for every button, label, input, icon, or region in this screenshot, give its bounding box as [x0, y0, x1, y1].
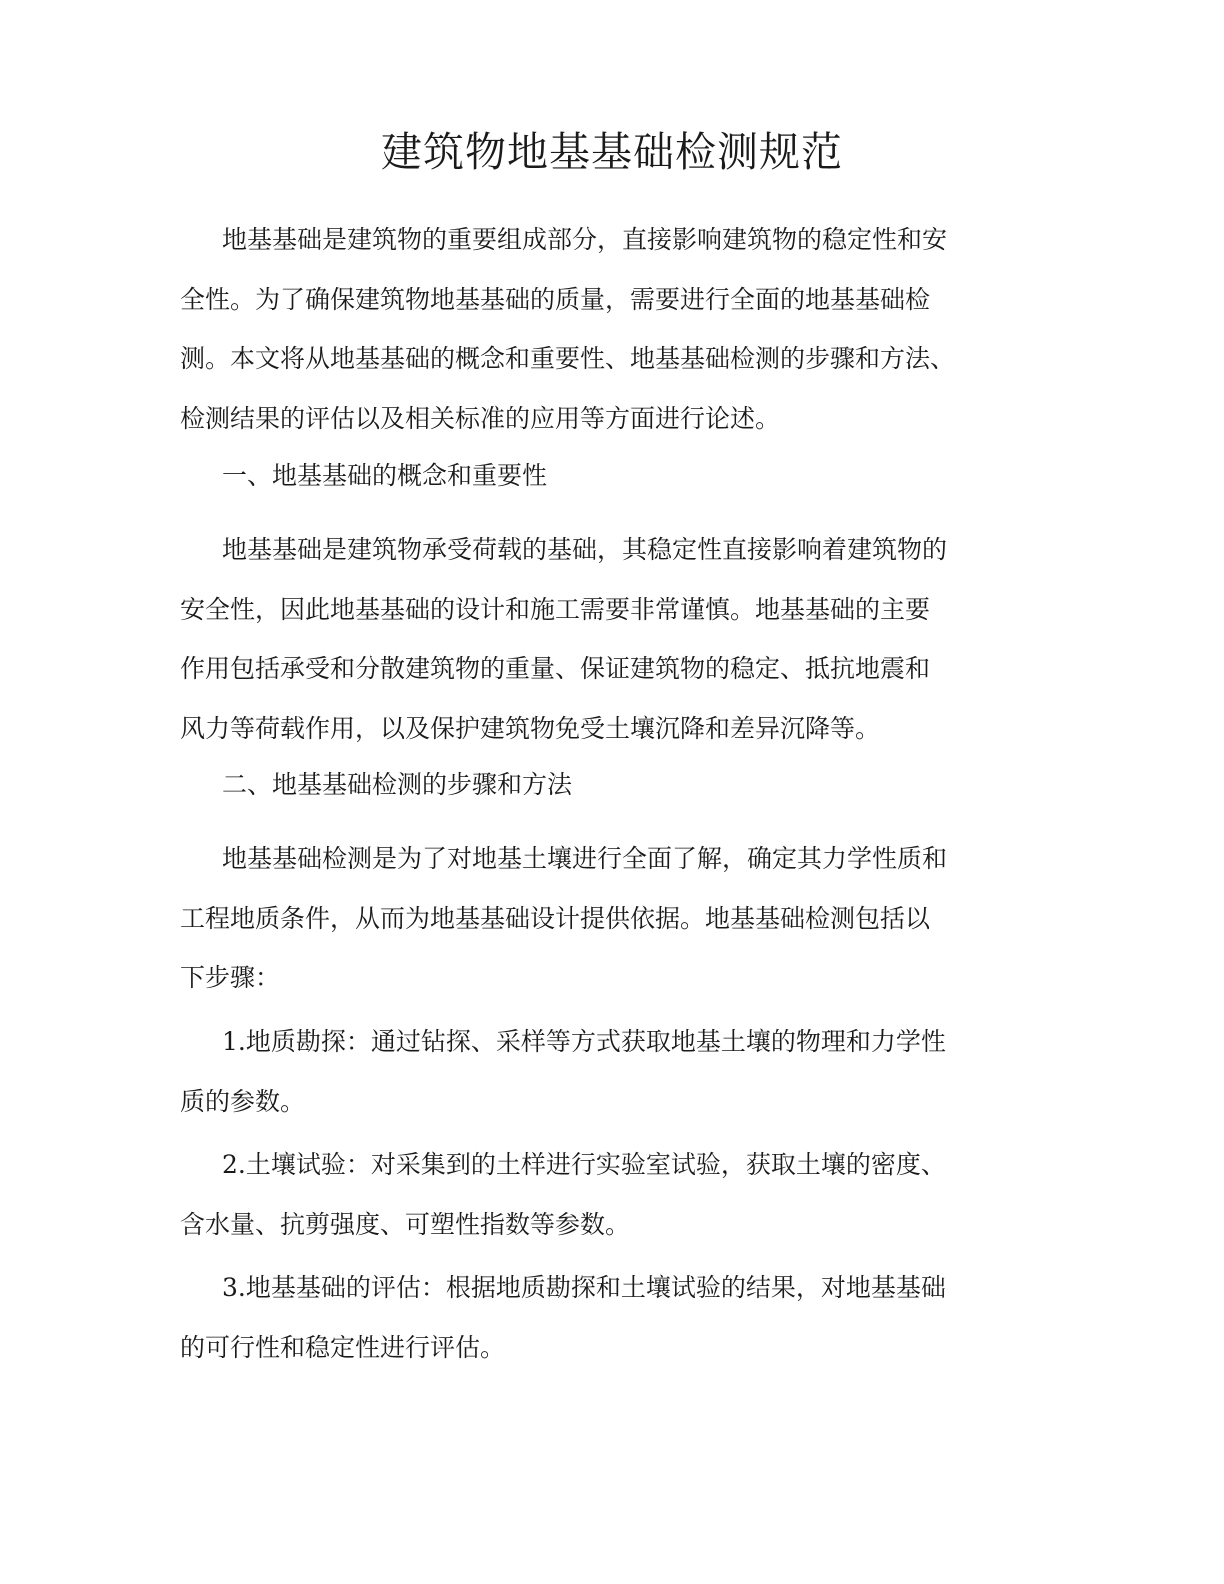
document-title: 建筑物地基基础检测规范: [381, 128, 843, 176]
section-2-paragraph: 地基基础检测是为了对地基土壤进行全面了解，确定其力学性质和 工程地质条件，从而为地基基础设计提供依据。地基基础检测包括以 下步骤：: [180, 844, 948, 992]
section-2-heading: 二、地基基础检测的步骤和方法: [222, 770, 573, 799]
section-1-heading: 一、地基基础的概念和重要性: [222, 461, 548, 490]
intro-paragraph: 地基基础是建筑物的重要组成部分，直接影响建筑物的稳定性和安 全性。为了确保建筑物地基基础的质量，需要进行全面的地基基础检 测。本文将从地基基础的概念和重要性、地基基础检测的步骤和方法、 检测结果的评估以及相关标准的应用等方面进行论述。: [180, 225, 956, 433]
step-3-paragraph: 3.地基基础的评估：根据地质勘探和土壤试验的结果，对地基基础 的可行性和稳定性进行评估。: [180, 1273, 946, 1362]
step-1-paragraph: 1.地质勘探：通过钻探、采样等方式获取地基土壤的物理和力学性 质的参数。: [180, 1027, 946, 1116]
step-2-paragraph: 2.土壤试验：对采集到的土样进行实验室试验，获取土壤的密度、 含水量、抗剪强度、可塑性指数等参数。: [180, 1150, 946, 1239]
section-1-paragraph: 地基基础是建筑物承受荷载的基础，其稳定性直接影响着建筑物的 安全性，因此地基基础的设计和施工需要非常谨慎。地基基础的主要 作用包括承受和分散建筑物的重量、保证建筑物的稳定、抵抗地震和 风力等荷载作用，以及保护建筑物免受土壤沉降和差异沉降等。: [180, 535, 948, 743]
